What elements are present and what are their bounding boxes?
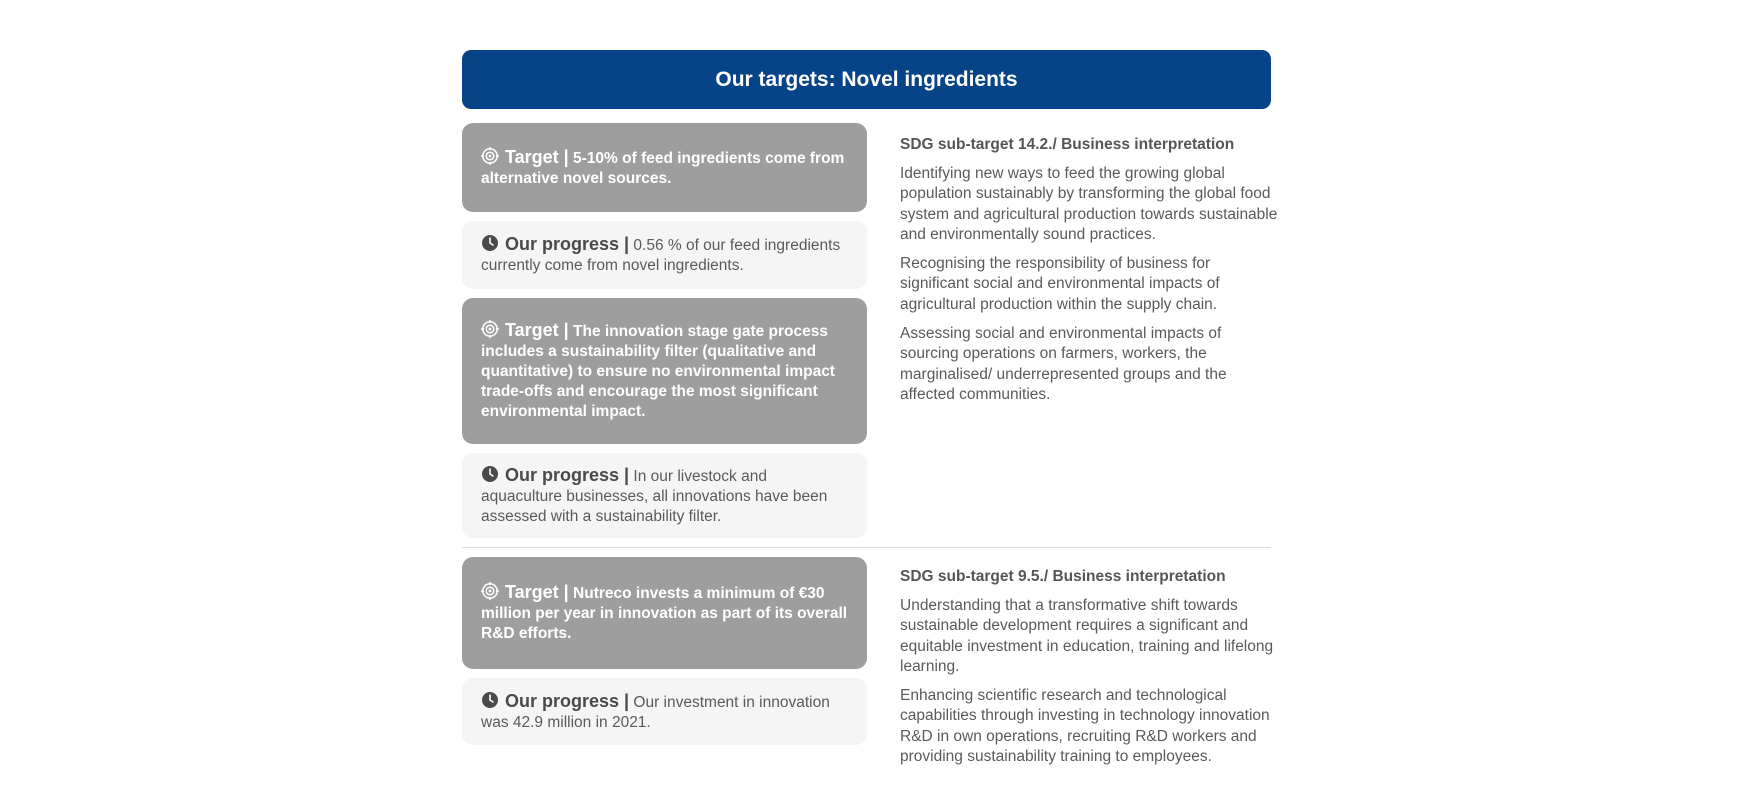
- target-icon: [481, 582, 499, 600]
- clock-icon: [481, 234, 499, 252]
- section-divider: [462, 547, 1271, 548]
- progress-card-novel-sources: [462, 221, 867, 289]
- sdg-paragraph: Enhancing scientific research and technological capabilities through investing in technology innovation R&D in own operations, recruiting R&D workers and providing sustainability training to employees.: [900, 687, 1270, 766]
- progress-card-stage-gate: [462, 453, 867, 538]
- target-icon: [481, 147, 499, 165]
- sdg-paragraph: Understanding that a transformative shift towards sustainable development requires a significant and equitable investment in education, training and lifelong learning.: [900, 597, 1274, 675]
- sdg-paragraph: Assessing social and environmental impacts of sourcing operations on farmers, workers, the marginalised/ underrepresented groups and the affected communities.: [900, 325, 1227, 403]
- target-lead: Target |: [505, 320, 569, 340]
- target-card-novel-sources: [462, 123, 867, 212]
- progress-card-rd-investment: [462, 678, 867, 745]
- progress-lead: Our progress |: [505, 234, 630, 254]
- page-title-text: Our targets: Novel ingredients: [715, 67, 1018, 91]
- progress-text: Our investment in innovation was 42.9 million in 2021.: [481, 693, 830, 731]
- sdg-heading: SDG sub-target 9.5./ Business interpretation: [900, 568, 1226, 585]
- sdg-paragraph: Identifying new ways to feed the growing global population sustainably by transforming the global food system and agricultural production towards sustainable and environmentally sound practices.: [900, 165, 1278, 243]
- target-card-rd-investment: [462, 557, 867, 669]
- target-text: The innovation stage gate process includes a sustainability filter (qualitative and quantitative) to ensure no environmental impact trade-offs and encourage the most significant environmental impact.: [481, 323, 835, 420]
- sdg-paragraph: Recognising the responsibility of business for significant social and environmental impacts of agricultural production within the supply chain.: [900, 255, 1220, 313]
- page-title: [462, 50, 1271, 109]
- target-text: Nutreco invests a minimum of €30 million per year in innovation as part of its overall R&D efforts.: [481, 585, 848, 642]
- progress-text: 0.56 % of our feed ingredients currently come from novel ingredients.: [481, 237, 841, 274]
- sdg-14-2-block: [900, 135, 1280, 414]
- target-text: 5-10% of feed ingredients come from alternative novel sources.: [481, 149, 845, 187]
- progress-text: In our livestock and aquaculture businesses, all innovations have been assessed with a sustainability filter.: [481, 467, 828, 525]
- sdg-heading: SDG sub-target 14.2./ Business interpretation: [900, 136, 1235, 153]
- progress-lead: Our progress |: [505, 690, 630, 711]
- sdg-9-5-block: [900, 567, 1300, 776]
- target-icon: [481, 320, 499, 338]
- clock-icon: [481, 691, 499, 709]
- progress-lead: Our progress |: [505, 464, 630, 485]
- clock-icon: [481, 465, 499, 483]
- target-card-stage-gate: [462, 298, 867, 444]
- target-lead: Target |: [505, 582, 569, 602]
- target-lead: Target |: [505, 146, 569, 167]
